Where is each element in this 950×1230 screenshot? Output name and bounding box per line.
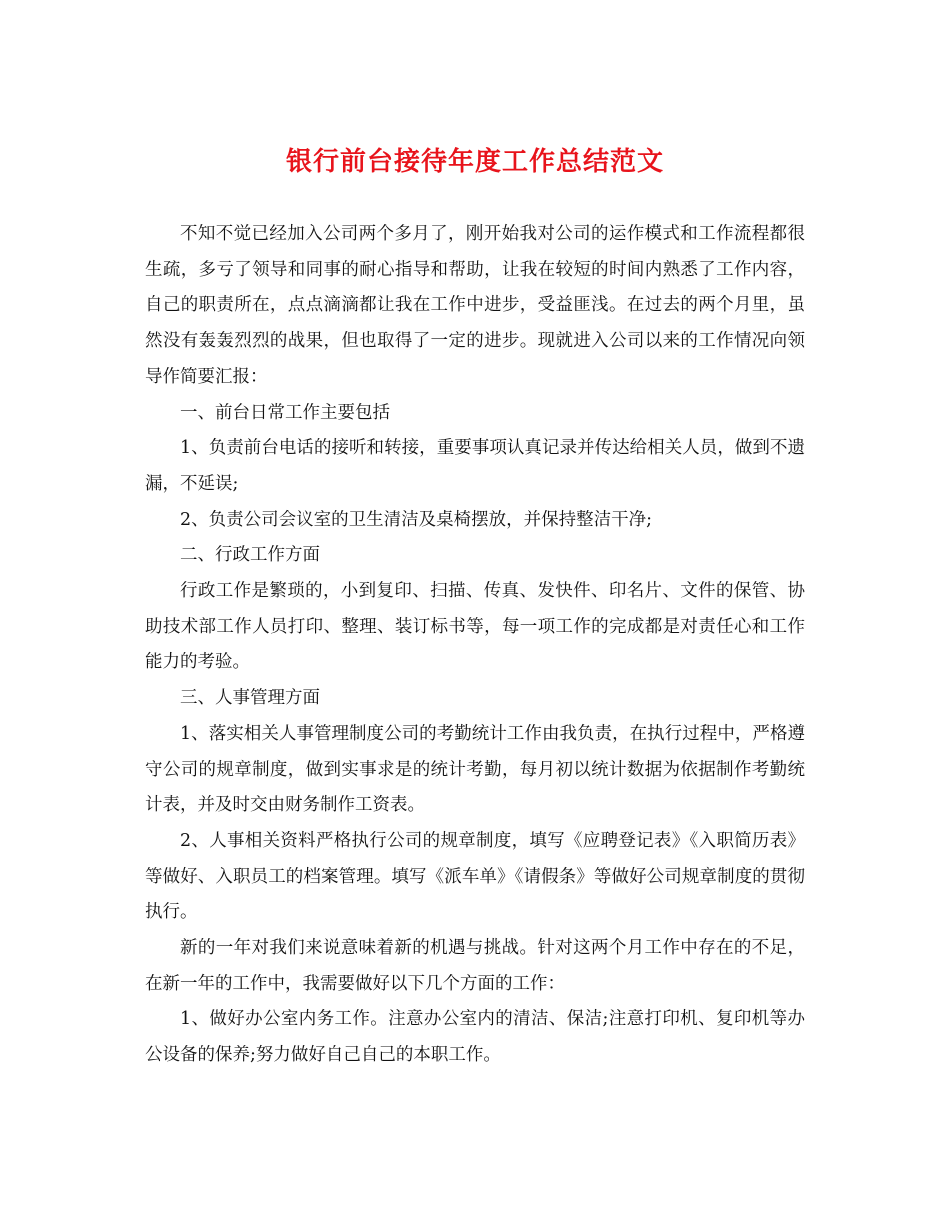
paragraph-office-duties: 1、做好办公室内务工作。注意办公室内的清洁、保洁;注意打印机、复印机等办公设备的保养;努力做好自己自己的本职工作。 xyxy=(145,1009,805,1066)
heading-front-desk-duties: 一、前台日常工作主要包括 xyxy=(180,402,390,423)
paragraph-hr-records: 2、人事相关资料严格执行公司的规章制度，填写《应聘登记表》《入职简历表》等做好、入职员工的档案管理。填写《派车单》《请假条》等做好公司规章制度的贯彻执行。 xyxy=(145,830,805,923)
paragraph-admin-work: 行政工作是繁琐的，小到复印、扫描、传真、发快件、印名片、文件的保管、协助技术部工作人员打印、整理、装订标书等，每一项工作的完成都是对责任心和工作能力的考验。 xyxy=(145,581,805,673)
paragraph-phone-duty: 1、负责前台电话的接听和转接，重要事项认真记录并传达给相关人员，做到不遗漏，不延误; xyxy=(145,438,805,494)
paragraph-meeting-room-duty: 2、负责公司会议室的卫生清洁及桌椅摆放，并保持整洁干净; xyxy=(180,509,653,530)
heading-hr-management: 三、人事管理方面 xyxy=(180,688,320,709)
document-body xyxy=(145,217,805,1074)
paragraph-attendance: 1、落实相关人事管理制度公司的考勤统计工作由我负责，在执行过程中，严格遵守公司的规章制度，做到实事求是的统计考勤，每月初以统计数据为依据制作考勤统计表，并及时交由财务制作工资表。 xyxy=(145,723,805,816)
document-title: 银行前台接待年度工作总结范文 xyxy=(285,147,664,177)
paragraph-new-year: 新的一年对我们来说意味着新的机遇与挑战。针对这两个月工作中存在的不足，在新一年的工作中，我需要做好以下几个方面的工作： xyxy=(145,938,805,994)
heading-admin-work: 二、行政工作方面 xyxy=(180,545,320,566)
paragraph-intro: 不知不觉已经加入公司两个多月了，刚开始我对公司的运作模式和工作流程都很生疏，多亏了领导和同事的耐心指导和帮助，让我在较短的时间内熟悉了工作内容，自己的职责所在，点点滴滴都让我在工作中进步，受益匪浅。在过去的两个月里，虽然没有轰轰烈烈的战果，但也取得了一定的进步。现就进入公司以来的工作情况向领导作简要汇报： xyxy=(145,224,805,387)
